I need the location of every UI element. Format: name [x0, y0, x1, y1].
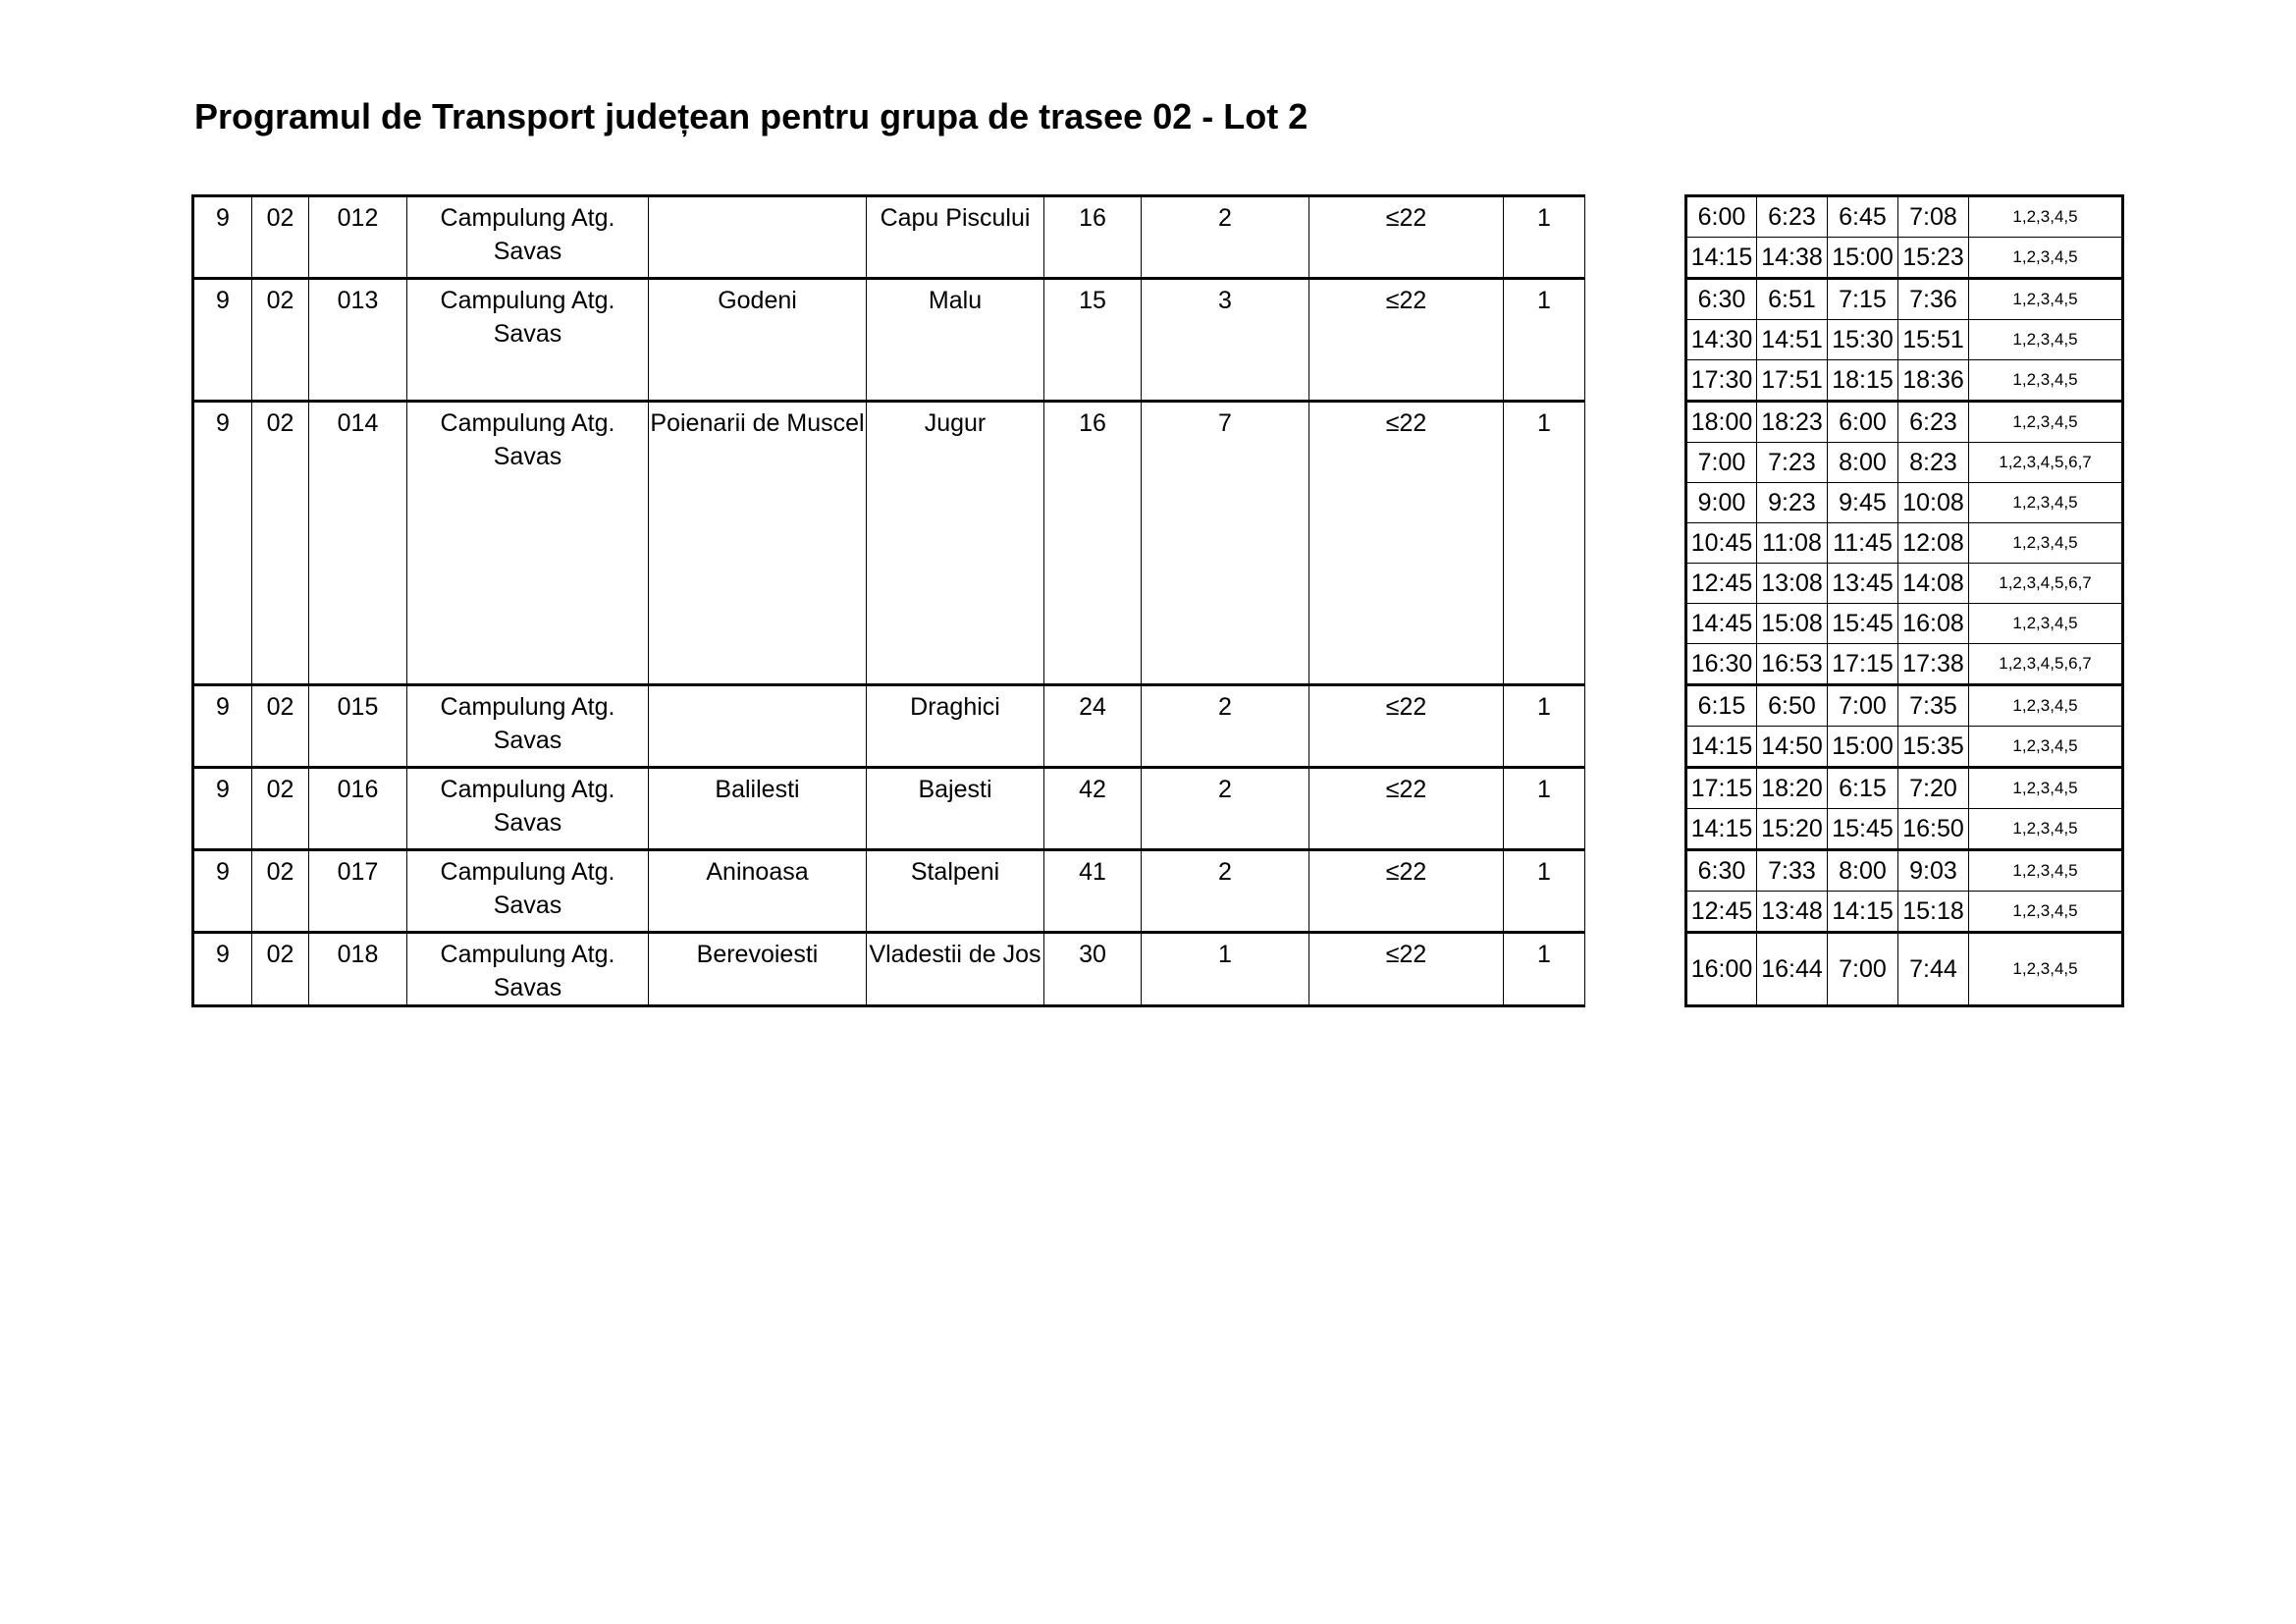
trips-cell: 2	[1142, 685, 1309, 768]
table-row	[193, 279, 2123, 320]
trips-cell: 1	[1142, 933, 1309, 1006]
destination-cell: Jugur	[867, 402, 1044, 685]
route-code-cell: 017	[309, 850, 407, 933]
departure-time-cell: 7:00	[1686, 443, 1757, 483]
departure-time-cell: 14:45	[1686, 604, 1757, 644]
operating-days-cell: 1,2,3,4,5	[1969, 727, 2123, 768]
departure-time-cell: 6:50	[1757, 685, 1828, 727]
departure-time-cell: 15:00	[1828, 238, 1898, 279]
route-code-cell: 012	[309, 196, 407, 279]
departure-time-cell: 12:08	[1898, 523, 1969, 564]
departure-time-cell: 18:36	[1898, 360, 1969, 402]
group-cell: 02	[252, 402, 309, 685]
page-title: Programul de Transport județean pentru grupa de trasee 02 - Lot 2	[194, 96, 1308, 136]
departure-time-cell: 6:23	[1898, 402, 1969, 443]
departure-time-cell: 15:00	[1828, 727, 1898, 768]
departure-time-cell: 6:30	[1686, 850, 1757, 892]
operating-days-cell: 1,2,3,4,5	[1969, 850, 2123, 892]
operating-days-cell: 1,2,3,4,5	[1969, 483, 2123, 523]
departure-time-cell: 10:08	[1898, 483, 1969, 523]
operating-days-cell: 1,2,3,4,5	[1969, 523, 2123, 564]
departure-time-cell: 15:45	[1828, 604, 1898, 644]
schedule-body	[193, 196, 2123, 1006]
departure-time-cell: 7:00	[1828, 933, 1898, 1006]
destination-cell: Capu Piscului	[867, 196, 1044, 279]
district-cell: 9	[193, 279, 252, 402]
via-cell: Poienarii de Muscel	[649, 402, 867, 685]
destination-cell: Vladestii de Jos	[867, 933, 1044, 1006]
departure-time-cell: 7:23	[1757, 443, 1828, 483]
departure-time-cell: 14:15	[1686, 809, 1757, 850]
departure-time-cell: 15:30	[1828, 320, 1898, 360]
departure-time-cell: 18:15	[1828, 360, 1898, 402]
via-cell: Balilesti	[649, 768, 867, 850]
departure-time-cell: 14:15	[1686, 238, 1757, 279]
operating-days-cell: 1,2,3,4,5	[1969, 279, 2123, 320]
vehicles-cell: 1	[1504, 933, 1585, 1006]
departure-time-cell: 18:20	[1757, 768, 1828, 809]
via-cell	[649, 196, 867, 279]
distance-cell: 16	[1044, 402, 1142, 685]
departure-time-cell: 9:00	[1686, 483, 1757, 523]
trips-cell: 2	[1142, 850, 1309, 933]
departure-time-cell: 15:45	[1828, 809, 1898, 850]
departure-time-cell: 12:45	[1686, 564, 1757, 604]
destination-cell: Stalpeni	[867, 850, 1044, 933]
departure-time-cell: 16:50	[1898, 809, 1969, 850]
departure-time-cell: 7:20	[1898, 768, 1969, 809]
capacity-cell: ≤22	[1309, 279, 1504, 402]
route-code-cell: 013	[309, 279, 407, 402]
trips-cell: 3	[1142, 279, 1309, 402]
origin-cell: Campulung Atg. Savas	[407, 768, 649, 850]
vehicles-cell: 1	[1504, 685, 1585, 768]
origin-cell: Campulung Atg. Savas	[407, 402, 649, 685]
departure-time-cell: 11:08	[1757, 523, 1828, 564]
via-cell	[649, 685, 867, 768]
table-row	[193, 196, 2123, 238]
group-cell: 02	[252, 685, 309, 768]
operating-days-cell: 1,2,3,4,5	[1969, 685, 2123, 727]
district-cell: 9	[193, 402, 252, 685]
capacity-cell: ≤22	[1309, 768, 1504, 850]
group-cell: 02	[252, 768, 309, 850]
departure-time-cell: 17:30	[1686, 360, 1757, 402]
departure-time-cell: 7:36	[1898, 279, 1969, 320]
district-cell: 9	[193, 933, 252, 1006]
departure-time-cell: 18:00	[1686, 402, 1757, 443]
vehicles-cell: 1	[1504, 402, 1585, 685]
origin-cell: Campulung Atg. Savas	[407, 196, 649, 279]
capacity-cell: ≤22	[1309, 850, 1504, 933]
departure-time-cell: 15:51	[1898, 320, 1969, 360]
vehicles-cell: 1	[1504, 850, 1585, 933]
via-cell: Berevoiesti	[649, 933, 867, 1006]
origin-cell: Campulung Atg. Savas	[407, 279, 649, 402]
departure-time-cell: 16:00	[1686, 933, 1757, 1006]
operating-days-cell: 1,2,3,4,5	[1969, 320, 2123, 360]
capacity-cell: ≤22	[1309, 685, 1504, 768]
departure-time-cell: 12:45	[1686, 892, 1757, 933]
departure-time-cell: 10:45	[1686, 523, 1757, 564]
via-cell: Aninoasa	[649, 850, 867, 933]
operating-days-cell: 1,2,3,4,5	[1969, 892, 2123, 933]
operating-days-cell: 1,2,3,4,5	[1969, 238, 2123, 279]
blank-column	[1585, 196, 1686, 1006]
departure-time-cell: 14:08	[1898, 564, 1969, 604]
table-row	[193, 402, 2123, 443]
departure-time-cell: 13:45	[1828, 564, 1898, 604]
departure-time-cell: 14:15	[1828, 892, 1898, 933]
trips-cell: 2	[1142, 768, 1309, 850]
departure-time-cell: 15:20	[1757, 809, 1828, 850]
destination-cell: Bajesti	[867, 768, 1044, 850]
via-cell: Godeni	[649, 279, 867, 402]
departure-time-cell: 6:15	[1828, 768, 1898, 809]
departure-time-cell: 6:23	[1757, 196, 1828, 238]
table-row	[193, 685, 2123, 727]
origin-cell: Campulung Atg. Savas	[407, 685, 649, 768]
departure-time-cell: 16:08	[1898, 604, 1969, 644]
departure-time-cell: 8:23	[1898, 443, 1969, 483]
departure-time-cell: 13:48	[1757, 892, 1828, 933]
departure-time-cell: 7:35	[1898, 685, 1969, 727]
operating-days-cell: 1,2,3,4,5,6,7	[1969, 564, 2123, 604]
departure-time-cell: 9:45	[1828, 483, 1898, 523]
trips-cell: 7	[1142, 402, 1309, 685]
group-cell: 02	[252, 279, 309, 402]
departure-time-cell: 14:50	[1757, 727, 1828, 768]
departure-time-cell: 6:45	[1828, 196, 1898, 238]
departure-time-cell: 9:23	[1757, 483, 1828, 523]
departure-time-cell: 17:15	[1828, 644, 1898, 685]
departure-time-cell: 17:38	[1898, 644, 1969, 685]
departure-time-cell: 14:15	[1686, 727, 1757, 768]
operating-days-cell: 1,2,3,4,5	[1969, 402, 2123, 443]
departure-time-cell: 6:00	[1686, 196, 1757, 238]
table-row	[193, 850, 2123, 892]
departure-time-cell: 7:33	[1757, 850, 1828, 892]
vehicles-cell: 1	[1504, 768, 1585, 850]
departure-time-cell: 7:08	[1898, 196, 1969, 238]
distance-cell: 30	[1044, 933, 1142, 1006]
operating-days-cell: 1,2,3,4,5,6,7	[1969, 644, 2123, 685]
capacity-cell: ≤22	[1309, 196, 1504, 279]
trips-cell: 2	[1142, 196, 1309, 279]
departure-time-cell: 15:35	[1898, 727, 1969, 768]
departure-time-cell: 18:23	[1757, 402, 1828, 443]
table-row	[193, 933, 2123, 1006]
distance-cell: 24	[1044, 685, 1142, 768]
operating-days-cell: 1,2,3,4,5	[1969, 933, 2123, 1006]
distance-cell: 16	[1044, 196, 1142, 279]
operating-days-cell: 1,2,3,4,5,6,7	[1969, 443, 2123, 483]
departure-time-cell: 6:00	[1828, 402, 1898, 443]
origin-cell: Campulung Atg. Savas	[407, 933, 649, 1006]
departure-time-cell: 16:44	[1757, 933, 1828, 1006]
table-row	[193, 768, 2123, 809]
departure-time-cell: 6:15	[1686, 685, 1757, 727]
operating-days-cell: 1,2,3,4,5	[1969, 809, 2123, 850]
distance-cell: 41	[1044, 850, 1142, 933]
departure-time-cell: 17:51	[1757, 360, 1828, 402]
departure-time-cell: 17:15	[1686, 768, 1757, 809]
destination-cell: Malu	[867, 279, 1044, 402]
group-cell: 02	[252, 196, 309, 279]
departure-time-cell: 8:00	[1828, 850, 1898, 892]
route-code-cell: 016	[309, 768, 407, 850]
operating-days-cell: 1,2,3,4,5	[1969, 196, 2123, 238]
route-schedule-table	[191, 194, 2124, 1007]
departure-time-cell: 7:00	[1828, 685, 1898, 727]
district-cell: 9	[193, 850, 252, 933]
departure-time-cell: 15:23	[1898, 238, 1969, 279]
group-cell: 02	[252, 933, 309, 1006]
route-code-cell: 018	[309, 933, 407, 1006]
district-cell: 9	[193, 768, 252, 850]
departure-time-cell: 8:00	[1828, 443, 1898, 483]
destination-cell: Draghici	[867, 685, 1044, 768]
departure-time-cell: 15:08	[1757, 604, 1828, 644]
distance-cell: 15	[1044, 279, 1142, 402]
departure-time-cell: 6:30	[1686, 279, 1757, 320]
departure-time-cell: 16:53	[1757, 644, 1828, 685]
distance-cell: 42	[1044, 768, 1142, 850]
vehicles-cell: 1	[1504, 279, 1585, 402]
departure-time-cell: 13:08	[1757, 564, 1828, 604]
capacity-cell: ≤22	[1309, 933, 1504, 1006]
departure-time-cell: 14:30	[1686, 320, 1757, 360]
vehicles-cell: 1	[1504, 196, 1585, 279]
departure-time-cell: 11:45	[1828, 523, 1898, 564]
route-code-cell: 015	[309, 685, 407, 768]
capacity-cell: ≤22	[1309, 402, 1504, 685]
departure-time-cell: 14:38	[1757, 238, 1828, 279]
departure-time-cell: 7:15	[1828, 279, 1898, 320]
route-code-cell: 014	[309, 402, 407, 685]
origin-cell: Campulung Atg. Savas	[407, 850, 649, 933]
departure-time-cell: 9:03	[1898, 850, 1969, 892]
district-cell: 9	[193, 196, 252, 279]
departure-time-cell: 14:51	[1757, 320, 1828, 360]
operating-days-cell: 1,2,3,4,5	[1969, 768, 2123, 809]
departure-time-cell: 15:18	[1898, 892, 1969, 933]
departure-time-cell: 16:30	[1686, 644, 1757, 685]
departure-time-cell: 6:51	[1757, 279, 1828, 320]
district-cell: 9	[193, 685, 252, 768]
operating-days-cell: 1,2,3,4,5	[1969, 604, 2123, 644]
operating-days-cell: 1,2,3,4,5	[1969, 360, 2123, 402]
departure-time-cell: 7:44	[1898, 933, 1969, 1006]
group-cell: 02	[252, 850, 309, 933]
